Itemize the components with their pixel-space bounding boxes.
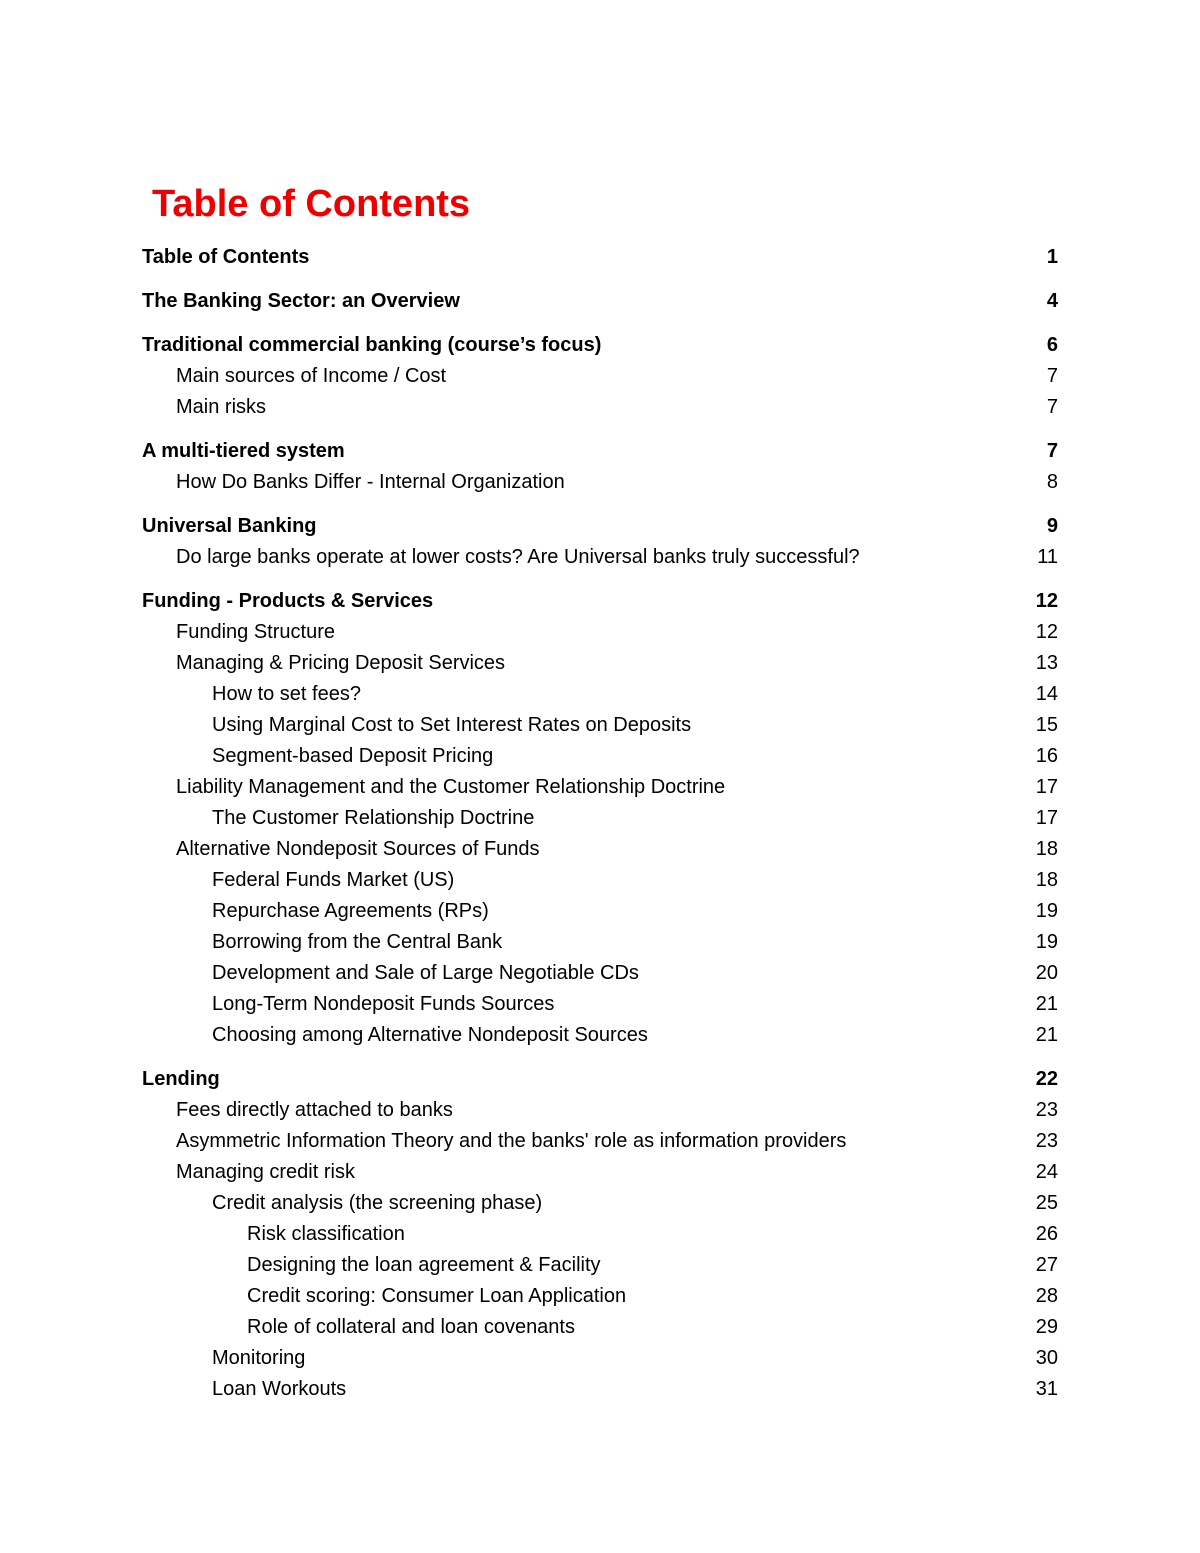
toc-entry[interactable]	[0, 1250, 1200, 1280]
toc-entry-page-number: 26	[1035, 1223, 1058, 1245]
toc-entry-label: Borrowing from the Central Bank	[212, 931, 503, 953]
toc-entry[interactable]	[0, 392, 1200, 422]
toc-entry[interactable]	[0, 1064, 1200, 1094]
toc-entry-label: Main risks	[176, 396, 267, 418]
toc-entry-label: How to set fees?	[212, 683, 361, 705]
toc-entry-label: Lending	[142, 1068, 220, 1090]
toc-entry-page-number: 29	[1035, 1316, 1058, 1338]
toc-entry[interactable]	[0, 617, 1200, 647]
toc-entry-label: Repurchase Agreements (RPs)	[212, 900, 489, 922]
toc-entry[interactable]	[0, 927, 1200, 957]
toc-entry-page-number: 22	[1035, 1068, 1058, 1090]
toc-entry-page-number: 21	[1035, 993, 1058, 1015]
toc-entry-page-number: 13	[1035, 652, 1058, 674]
toc-entry[interactable]	[0, 710, 1200, 740]
toc-entry-page-number: 18	[1035, 838, 1058, 860]
toc-entry-label: Choosing among Alternative Nondeposit Sources	[212, 1024, 648, 1046]
toc-entry-page-number: 16	[1035, 745, 1058, 767]
toc-entry[interactable]	[0, 1281, 1200, 1311]
toc-entry-page-number: 8	[1046, 471, 1058, 493]
toc-entry-page-number: 25	[1035, 1192, 1058, 1214]
toc-entry-page-number: 12	[1035, 621, 1058, 643]
toc-entry[interactable]	[0, 741, 1200, 771]
toc-entry[interactable]	[0, 989, 1200, 1019]
toc-entry[interactable]	[0, 1095, 1200, 1125]
toc-entry-label: Main sources of Income / Cost	[176, 365, 447, 387]
toc-entry-page-number: 14	[1035, 683, 1058, 705]
toc-entry-page-number: 1	[1046, 246, 1058, 268]
toc-entry[interactable]	[0, 467, 1200, 497]
toc-entry-page-number: 23	[1035, 1130, 1058, 1152]
toc-entry-page-number: 20	[1035, 962, 1058, 984]
toc-entry-page-number: 19	[1035, 900, 1058, 922]
toc-entry[interactable]	[0, 1343, 1200, 1373]
toc-entry-page-number: 17	[1035, 776, 1058, 798]
toc-entry-label: Loan Workouts	[212, 1378, 347, 1400]
toc-entry-page-number: 9	[1046, 515, 1058, 537]
toc-entry-label: Table of Contents	[142, 246, 310, 268]
toc-entry-label: Designing the loan agreement & Facility	[247, 1254, 601, 1276]
toc-entry[interactable]	[0, 1126, 1200, 1156]
toc-entry[interactable]	[0, 1312, 1200, 1342]
toc-entry-label: Credit analysis (the screening phase)	[212, 1192, 543, 1214]
toc-entry-label: Do large banks operate at lower costs? Are Universal banks truly successful?	[176, 546, 860, 568]
toc-entry-label: Using Marginal Cost to Set Interest Rates on Deposits	[212, 714, 692, 736]
toc-entry[interactable]	[0, 511, 1200, 541]
toc-entry-page-number: 17	[1035, 807, 1058, 829]
toc-entry-label: Monitoring	[212, 1347, 306, 1369]
toc-entry-label: Segment-based Deposit Pricing	[212, 745, 494, 767]
toc-entry-label: Managing & Pricing Deposit Services	[176, 652, 506, 674]
toc-entry-label: Traditional commercial banking (course’s focus)	[142, 334, 602, 356]
toc-entry[interactable]	[0, 648, 1200, 678]
toc-entry-label: The Banking Sector: an Overview	[142, 290, 460, 312]
toc-entry-label: Universal Banking	[142, 515, 317, 537]
toc-entry-page-number: 7	[1046, 365, 1058, 387]
toc-entry-page-number: 7	[1046, 440, 1058, 462]
toc-entry-page-number: 15	[1035, 714, 1058, 736]
toc-entry-page-number: 31	[1035, 1378, 1058, 1400]
toc-entry[interactable]	[0, 361, 1200, 391]
toc-entry-label: The Customer Relationship Doctrine	[212, 807, 535, 829]
toc-entry-page-number: 7	[1046, 396, 1058, 418]
document-title: Table of Contents	[152, 183, 471, 225]
toc-entry-page-number: 21	[1035, 1024, 1058, 1046]
toc-entry-page-number: 6	[1046, 334, 1058, 356]
toc-entry[interactable]	[0, 896, 1200, 926]
toc-entry-label: Risk classification	[247, 1223, 405, 1245]
toc-entry-page-number: 28	[1035, 1285, 1058, 1307]
toc-entry-label: Asymmetric Information Theory and the banks' role as information providers	[176, 1130, 847, 1152]
toc-entry[interactable]	[0, 242, 1200, 272]
toc-entry-label: Role of collateral and loan covenants	[247, 1316, 575, 1338]
toc-entry[interactable]	[0, 772, 1200, 802]
toc-entry-label: A multi-tiered system	[142, 440, 345, 462]
toc-entry[interactable]	[0, 542, 1200, 572]
toc-entry[interactable]	[0, 286, 1200, 316]
toc-entry-label: Credit scoring: Consumer Loan Application	[247, 1285, 627, 1307]
toc-entry[interactable]	[0, 436, 1200, 466]
toc-entry-label: How Do Banks Differ - Internal Organization	[176, 471, 565, 493]
toc-entry-page-number: 24	[1035, 1161, 1058, 1183]
toc-entry[interactable]	[0, 803, 1200, 833]
toc-entry-label: Long-Term Nondeposit Funds Sources	[212, 993, 555, 1015]
toc-entry[interactable]	[0, 1188, 1200, 1218]
toc-entry-page-number: 19	[1035, 931, 1058, 953]
toc-entry-label: Funding - Products & Services	[142, 590, 434, 612]
toc-entry-label: Funding Structure	[176, 621, 335, 643]
toc-entry[interactable]	[0, 330, 1200, 360]
toc-entry-page-number: 23	[1035, 1099, 1058, 1121]
toc-entry[interactable]	[0, 1219, 1200, 1249]
toc-entry[interactable]	[0, 958, 1200, 988]
toc-entry-page-number: 30	[1035, 1347, 1058, 1369]
toc-entry[interactable]	[0, 865, 1200, 895]
toc-entry[interactable]	[0, 834, 1200, 864]
toc-entry-label: Alternative Nondeposit Sources of Funds	[176, 838, 540, 860]
toc-entry-page-number: 11	[1037, 546, 1058, 568]
toc-entry-label: Liability Management and the Customer Relationship Doctrine	[176, 776, 726, 798]
toc-entry-label: Managing credit risk	[176, 1161, 355, 1183]
toc-entry[interactable]	[0, 1157, 1200, 1187]
toc-entry[interactable]	[0, 1374, 1200, 1404]
toc-entry-page-number: 27	[1035, 1254, 1058, 1276]
toc-entry-page-number: 18	[1035, 869, 1058, 891]
toc-entry-page-number: 12	[1035, 590, 1058, 612]
toc-entry[interactable]	[0, 1020, 1200, 1050]
toc-entry-label: Development and Sale of Large Negotiable CDs	[212, 962, 639, 984]
toc-entry-label: Fees directly attached to banks	[176, 1099, 453, 1121]
toc-entry[interactable]	[0, 679, 1200, 709]
toc-entry-page-number: 4	[1046, 290, 1058, 312]
toc-entry[interactable]	[0, 586, 1200, 616]
toc-entry-label: Federal Funds Market (US)	[212, 869, 455, 891]
